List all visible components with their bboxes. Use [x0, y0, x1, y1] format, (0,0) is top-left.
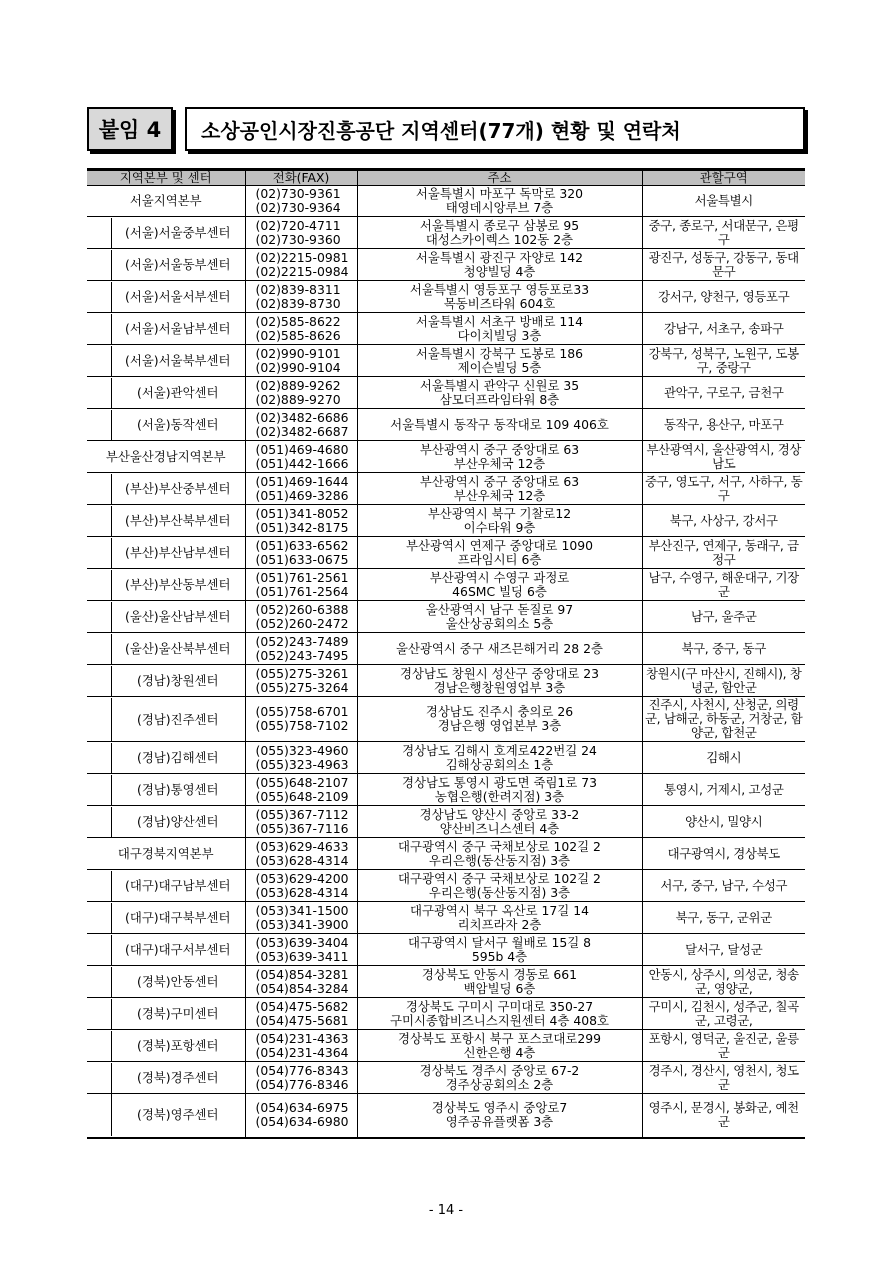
address-line: 서울특별시 서초구 방배로 114	[415, 313, 584, 329]
phone-number: (054)776-8343	[255, 1062, 349, 1078]
fax-number: (02)839-8730	[255, 295, 341, 311]
address-building: 프라임시티 6층	[457, 551, 542, 567]
table-row	[87, 870, 805, 902]
table-row	[87, 313, 805, 345]
address-building: 양산비즈니스센터 4층	[439, 820, 560, 836]
center-name: 대구경북지역본부	[117, 845, 214, 861]
center-name: (경북)경주센터	[111, 1063, 244, 1093]
phone-number: (02)990-9101	[255, 345, 341, 361]
phone-cell	[245, 870, 357, 902]
center-name-cell	[87, 601, 245, 633]
address-line: 대구광역시 달서구 월배로 15길 8	[407, 934, 592, 950]
center-name: (경남)김해센터	[111, 743, 244, 773]
phone-cell	[245, 665, 357, 697]
col-header-address: 주소	[357, 170, 642, 186]
jurisdiction-cell: 중구, 종로구, 서대문구, 은평구	[642, 217, 805, 249]
fax-number: (053)341-3900	[255, 916, 349, 932]
table-row	[87, 505, 805, 537]
center-name: (대구)대구북부센터	[111, 903, 244, 933]
address-cell	[357, 377, 642, 409]
center-name-cell	[87, 345, 245, 377]
address-cell	[357, 441, 642, 473]
center-name-cell	[87, 505, 245, 537]
fax-number: (02)730-9364	[255, 200, 341, 215]
phone-cell	[245, 633, 357, 665]
phone-cell	[245, 998, 357, 1030]
address-line: 대구광역시 중구 국채보상로 102길 2	[398, 870, 601, 886]
fax-number: (054)475-5681	[255, 1012, 349, 1028]
center-name: (서울)서울동부센터	[111, 250, 244, 280]
address-line: 부산광역시 중구 중앙대로 63	[419, 473, 580, 489]
center-name-cell	[87, 806, 245, 838]
address-building: 다이치빌딩 3층	[457, 327, 542, 343]
address-line: 경상북도 경주시 중앙로 67-2	[419, 1062, 580, 1078]
table-row	[87, 1094, 805, 1138]
phone-cell	[245, 806, 357, 838]
fax-number: (02)889-9270	[255, 391, 341, 407]
address-building: 리치프라자 2층	[457, 916, 542, 932]
center-name: (경북)포항센터	[111, 1031, 244, 1061]
phone-number: (052)243-7489	[255, 633, 349, 649]
fax-number: (051)442-1666	[255, 455, 349, 471]
center-name-cell	[87, 1062, 245, 1094]
jurisdiction-cell: 남구, 수영구, 해운대구, 기장군	[642, 569, 805, 601]
phone-number: (02)839-8311	[255, 281, 341, 297]
center-name: (서울)관악센터	[111, 378, 244, 408]
fax-number: (051)761-2564	[255, 583, 349, 599]
center-name-cell	[87, 966, 245, 998]
address-cell	[357, 870, 642, 902]
title-text: 소상공인시장진흥공단 지역센터(77개) 현황 및 연락처	[185, 107, 805, 151]
address-line: 경상북도 포항시 북구 포스코대로299	[397, 1030, 602, 1046]
phone-cell	[245, 186, 357, 217]
address-cell	[357, 409, 642, 441]
phone-number: (054)475-5682	[255, 998, 349, 1014]
center-name-cell	[87, 697, 245, 742]
center-name-cell	[87, 902, 245, 934]
phone-cell	[245, 217, 357, 249]
table-row	[87, 569, 805, 601]
table-row	[87, 966, 805, 998]
address-building: 부산우체국 12층	[453, 455, 546, 471]
table-row	[87, 345, 805, 377]
address-line: 경상북도 안동시 경동로 661	[421, 966, 578, 982]
jurisdiction-cell: 김해시	[642, 742, 805, 774]
center-name: (서울)서울서부센터	[111, 282, 244, 312]
phone-number: (02)720-4711	[255, 217, 341, 233]
jurisdiction-cell: 양산시, 밀양시	[642, 806, 805, 838]
address-line: 경상남도 김해시 호계로422번길 24	[402, 742, 597, 758]
address-line: 부산광역시 북구 기찰로12	[427, 505, 572, 521]
phone-cell	[245, 537, 357, 569]
phone-cell	[245, 838, 357, 870]
regional-centers-table	[87, 168, 805, 1139]
fax-number: (054)854-3284	[255, 980, 349, 996]
address-line: 서울특별시 동작구 동작대로 109 406호	[390, 416, 609, 432]
jurisdiction-cell: 구미시, 김천시, 성주군, 칠곡군, 고령군,	[642, 998, 805, 1030]
address-line: 서울특별시 마포구 독막로 320	[415, 186, 584, 201]
phone-cell	[245, 505, 357, 537]
jurisdiction-cell: 광진구, 성동구, 강동구, 동대문구	[642, 249, 805, 281]
jurisdiction-cell: 통영시, 거제시, 고성군	[642, 774, 805, 806]
phone-cell	[245, 1030, 357, 1062]
fax-number: (02)3482-6687	[255, 423, 349, 439]
phone-number: (054)854-3281	[255, 966, 349, 982]
jurisdiction-cell: 북구, 중구, 동구	[642, 633, 805, 665]
phone-number: (053)629-4633	[255, 838, 349, 854]
fax-number: (053)628-4314	[255, 884, 349, 900]
phone-cell	[245, 281, 357, 313]
address-line: 울산광역시 남구 돋질로 97	[425, 601, 574, 617]
table-row	[87, 186, 805, 217]
center-name: (부산)부산북부센터	[111, 506, 244, 536]
center-name: (경남)진주센터	[111, 698, 244, 741]
address-cell	[357, 1030, 642, 1062]
phone-cell	[245, 1094, 357, 1138]
phone-number: (054)231-4363	[255, 1030, 349, 1046]
center-name-cell	[87, 998, 245, 1030]
address-line: 울산광역시 중구 새즈믄해거리 28 2층	[396, 640, 603, 656]
jurisdiction-cell: 동작구, 용산구, 마포구	[642, 409, 805, 441]
table-row	[87, 806, 805, 838]
phone-cell	[245, 345, 357, 377]
center-name: (부산)부산중부센터	[111, 474, 244, 504]
table-row	[87, 665, 805, 697]
phone-number: (055)275-3261	[255, 665, 349, 681]
center-name: 부산울산경남지역본부	[105, 448, 226, 464]
center-name: (울산)울산남부센터	[111, 602, 244, 632]
phone-cell	[245, 697, 357, 742]
phone-number: (052)260-6388	[255, 601, 349, 617]
address-building: 부산우체국 12층	[453, 487, 546, 503]
address-building: 백암빌딩 6층	[463, 980, 536, 996]
jurisdiction-cell: 부산진구, 연제구, 동래구, 금정구	[642, 537, 805, 569]
center-name: (부산)부산남부센터	[111, 538, 244, 568]
address-line: 대구광역시 중구 국채보상로 102길 2	[398, 838, 601, 854]
jurisdiction-cell: 남구, 울주군	[642, 601, 805, 633]
center-name-cell	[87, 838, 245, 870]
center-name-cell	[87, 249, 245, 281]
table-row	[87, 217, 805, 249]
fax-number: (02)2215-0984	[255, 263, 349, 279]
address-building: 경남은행창원영업부 3층	[433, 679, 566, 695]
jurisdiction-cell: 강서구, 양천구, 영등포구	[642, 281, 805, 313]
phone-number: (051)341-8052	[255, 505, 349, 521]
address-building: 대성스카이렉스 102동 2층	[425, 231, 574, 247]
center-name: (경북)영주센터	[111, 1094, 244, 1136]
center-name-cell	[87, 377, 245, 409]
phone-number: (055)323-4960	[255, 742, 349, 758]
phone-number: (02)2215-0981	[255, 249, 349, 265]
address-cell	[357, 537, 642, 569]
phone-cell	[245, 409, 357, 441]
address-line: 경상남도 통영시 광도면 죽림1로 73	[401, 774, 597, 790]
table-row	[87, 409, 805, 441]
center-name: (대구)대구서부센터	[111, 935, 244, 965]
address-line: 경상북도 영주시 중앙로7	[431, 1100, 568, 1116]
col-header-center: 지역본부 및 센터	[87, 170, 245, 186]
fax-number: (055)758-7102	[255, 718, 349, 733]
center-name: (대구)대구남부센터	[111, 871, 244, 901]
address-cell	[357, 601, 642, 633]
address-line: 서울특별시 광진구 자양로 142	[415, 249, 584, 265]
fax-number: (051)342-8175	[255, 519, 349, 535]
jurisdiction-cell: 창원시(구 마산시, 진해시), 창녕군, 함안군	[642, 665, 805, 697]
center-name-cell	[87, 441, 245, 473]
address-building: 영주공유플랫폼 3층	[445, 1114, 554, 1130]
table-row	[87, 1030, 805, 1062]
address-cell	[357, 665, 642, 697]
col-header-phone: 전화(FAX)	[245, 170, 357, 186]
address-line: 부산광역시 연제구 중앙대로 1090	[406, 537, 593, 553]
center-name-cell	[87, 633, 245, 665]
col-header-area: 관할구역	[642, 170, 805, 186]
center-name-cell	[87, 569, 245, 601]
phone-cell	[245, 742, 357, 774]
center-name-cell	[87, 1030, 245, 1062]
address-line: 부산광역시 수영구 과정로	[429, 569, 570, 585]
phone-number: (02)889-9262	[255, 377, 341, 393]
address-building: 신한은행 4층	[463, 1044, 536, 1060]
address-building: 경주상공회의소 2층	[445, 1076, 554, 1092]
fax-number: (055)323-4963	[255, 756, 349, 772]
jurisdiction-cell: 경주시, 경산시, 영천시, 청도군	[642, 1062, 805, 1094]
jurisdiction-cell: 강남구, 서초구, 송파구	[642, 313, 805, 345]
center-name: (경북)구미센터	[111, 999, 244, 1029]
address-building: 삼모더프라임타워 8층	[439, 391, 560, 407]
address-cell	[357, 806, 642, 838]
phone-cell	[245, 1062, 357, 1094]
fax-number: (02)585-8626	[255, 327, 341, 343]
phone-cell	[245, 313, 357, 345]
jurisdiction-cell: 북구, 사상구, 강서구	[642, 505, 805, 537]
table-row	[87, 1062, 805, 1094]
table-row	[87, 537, 805, 569]
address-line: 서울특별시 강북구 도봉로 186	[415, 345, 584, 361]
jurisdiction-cell: 부산광역시, 울산광역시, 경상남도	[642, 441, 805, 473]
phone-number: (055)758-6701	[255, 704, 349, 719]
center-name-cell	[87, 186, 245, 217]
address-cell	[357, 313, 642, 345]
address-cell	[357, 966, 642, 998]
center-name-cell	[87, 537, 245, 569]
address-cell	[357, 998, 642, 1030]
table-row	[87, 774, 805, 806]
fax-number: (054)776-8346	[255, 1076, 349, 1092]
table-row	[87, 742, 805, 774]
jurisdiction-cell: 중구, 영도구, 서구, 사하구, 동구	[642, 473, 805, 505]
address-cell	[357, 473, 642, 505]
phone-number: (053)341-1500	[255, 902, 349, 918]
address-building: 구미시종합비즈니스지원센터 4층 408호	[390, 1012, 609, 1028]
center-name: 서울지역본부	[129, 193, 202, 208]
address-line: 경상북도 구미시 구미대로 350-27	[405, 998, 594, 1014]
jurisdiction-cell: 서울특별시	[642, 186, 805, 217]
center-name: (경남)창원센터	[111, 666, 244, 696]
address-line: 서울특별시 종로구 삼봉로 95	[419, 217, 580, 233]
center-name: (서울)서울북부센터	[111, 346, 244, 376]
center-name-cell	[87, 409, 245, 441]
table-row	[87, 998, 805, 1030]
jurisdiction-cell: 안동시, 상주시, 의성군, 청송군, 영양군,	[642, 966, 805, 998]
address-cell	[357, 217, 642, 249]
address-building: 이수타워 9층	[463, 519, 536, 535]
address-cell	[357, 249, 642, 281]
table-row	[87, 601, 805, 633]
center-name-cell	[87, 665, 245, 697]
phone-number: (051)469-1644	[255, 473, 349, 489]
address-building: 김해상공회의소 1층	[445, 756, 554, 772]
address-building: 우리은행(동산동지점) 3층	[428, 884, 571, 900]
address-cell	[357, 569, 642, 601]
fax-number: (052)260-2472	[255, 615, 349, 631]
fax-number: (053)628-4314	[255, 852, 349, 868]
address-cell	[357, 934, 642, 966]
address-line: 부산광역시 중구 중앙대로 63	[419, 441, 580, 457]
center-name: (울산)울산북부센터	[111, 634, 244, 664]
center-name: (서울)서울중부센터	[111, 218, 244, 248]
address-cell	[357, 902, 642, 934]
center-name: (경북)안동센터	[111, 967, 244, 997]
address-cell	[357, 742, 642, 774]
jurisdiction-cell: 북구, 동구, 군위군	[642, 902, 805, 934]
center-name: (서울)동작센터	[111, 410, 244, 440]
fax-number: (051)633-0675	[255, 551, 349, 567]
center-name-cell	[87, 1094, 245, 1138]
address-building: 태영데시앙루브 7층	[445, 200, 554, 215]
center-name: (경남)양산센터	[111, 807, 244, 837]
address-line: 경상남도 창원시 성산구 중앙대로 23	[399, 665, 600, 681]
page-number: - 14 -	[428, 1203, 464, 1218]
fax-number: (055)648-2109	[255, 788, 349, 804]
center-name-cell	[87, 870, 245, 902]
address-building: 경남은행 영업본부 3층	[437, 718, 562, 733]
address-line: 서울특별시 영등포구 영등포로33	[409, 281, 590, 297]
address-cell	[357, 774, 642, 806]
fax-number: (052)243-7495	[255, 647, 349, 663]
phone-cell	[245, 569, 357, 601]
fax-number: (054)634-6980	[255, 1114, 349, 1130]
phone-number: (055)648-2107	[255, 774, 349, 790]
phone-number: (054)634-6975	[255, 1100, 349, 1116]
phone-cell	[245, 473, 357, 505]
address-building: 제이슨빌딩 5층	[457, 359, 542, 375]
table-row	[87, 697, 805, 742]
address-building: 울산상공회의소 5층	[445, 615, 554, 631]
center-name-cell	[87, 934, 245, 966]
address-cell	[357, 838, 642, 870]
phone-number: (051)761-2561	[255, 569, 349, 585]
jurisdiction-cell: 영주시, 문경시, 봉화군, 예천군	[642, 1094, 805, 1138]
attachment-badge: 붙임 4	[87, 107, 173, 151]
address-cell	[357, 505, 642, 537]
center-name: (서울)서울남부센터	[111, 314, 244, 344]
table-row	[87, 633, 805, 665]
jurisdiction-cell: 달서구, 달성군	[642, 934, 805, 966]
fax-number: (02)990-9104	[255, 359, 341, 375]
table-row	[87, 934, 805, 966]
phone-cell	[245, 249, 357, 281]
address-line: 서울특별시 관악구 신원로 35	[419, 377, 580, 393]
center-name-cell	[87, 217, 245, 249]
table-row	[87, 249, 805, 281]
phone-cell	[245, 377, 357, 409]
center-name-cell	[87, 473, 245, 505]
phone-cell	[245, 441, 357, 473]
address-cell	[357, 281, 642, 313]
center-name: (부산)부산동부센터	[111, 570, 244, 600]
phone-number: (02)730-9361	[255, 186, 341, 201]
address-building: 우리은행(동산동지점) 3층	[428, 852, 571, 868]
phone-number: (02)3482-6686	[255, 409, 349, 425]
center-name-cell	[87, 281, 245, 313]
address-building: 청양빌딩 4층	[463, 263, 536, 279]
center-name-cell	[87, 313, 245, 345]
phone-number: (053)629-4200	[255, 870, 349, 886]
phone-number: (053)639-3404	[255, 934, 349, 950]
jurisdiction-cell: 진주시, 사천시, 산청군, 의령군, 남해군, 하동군, 거창군, 함양군, 합천군	[642, 697, 805, 742]
phone-number: (051)633-6562	[255, 537, 349, 553]
center-name: (경남)통영센터	[111, 775, 244, 805]
jurisdiction-cell: 관악구, 구로구, 금천구	[642, 377, 805, 409]
phone-cell	[245, 934, 357, 966]
fax-number: (055)367-7116	[255, 820, 349, 836]
fax-number: (055)275-3264	[255, 679, 349, 695]
table-row	[87, 902, 805, 934]
address-cell	[357, 1094, 642, 1138]
address-building: 46SMC 빌딩 6층	[452, 583, 547, 599]
address-cell	[357, 186, 642, 217]
jurisdiction-cell: 강북구, 성북구, 노원구, 도봉구, 중랑구	[642, 345, 805, 377]
address-cell	[357, 697, 642, 742]
center-name-cell	[87, 742, 245, 774]
document-title	[87, 107, 805, 151]
table-row	[87, 473, 805, 505]
phone-number: (051)469-4680	[255, 441, 349, 457]
address-cell	[357, 633, 642, 665]
address-building: 목동비즈타워 604호	[443, 295, 556, 311]
address-line: 경상남도 진주시 충의로 26	[425, 704, 574, 719]
jurisdiction-cell: 대구광역시, 경상북도	[642, 838, 805, 870]
phone-cell	[245, 966, 357, 998]
address-cell	[357, 1062, 642, 1094]
fax-number: (054)231-4364	[255, 1044, 349, 1060]
fax-number: (02)730-9360	[255, 231, 341, 247]
phone-number: (02)585-8622	[255, 313, 341, 329]
jurisdiction-cell: 서구, 중구, 남구, 수성구	[642, 870, 805, 902]
table-header	[87, 170, 805, 186]
fax-number: (051)469-3286	[255, 487, 349, 503]
phone-cell	[245, 902, 357, 934]
table-row	[87, 377, 805, 409]
phone-cell	[245, 601, 357, 633]
jurisdiction-cell: 포항시, 영덕군, 울진군, 울릉군	[642, 1030, 805, 1062]
table-row	[87, 838, 805, 870]
phone-cell	[245, 774, 357, 806]
center-name-cell	[87, 774, 245, 806]
table-row	[87, 281, 805, 313]
phone-number: (055)367-7112	[255, 806, 349, 822]
address-line: 대구광역시 북구 옥산로 17길 14	[410, 902, 589, 918]
table-row	[87, 441, 805, 473]
address-building: 농협은행(한려지점) 3층	[434, 788, 565, 804]
address-building: 595b 4층	[471, 948, 528, 964]
address-line: 경상남도 양산시 중앙로 33-2	[419, 806, 580, 822]
fax-number: (053)639-3411	[255, 948, 349, 964]
address-cell	[357, 345, 642, 377]
